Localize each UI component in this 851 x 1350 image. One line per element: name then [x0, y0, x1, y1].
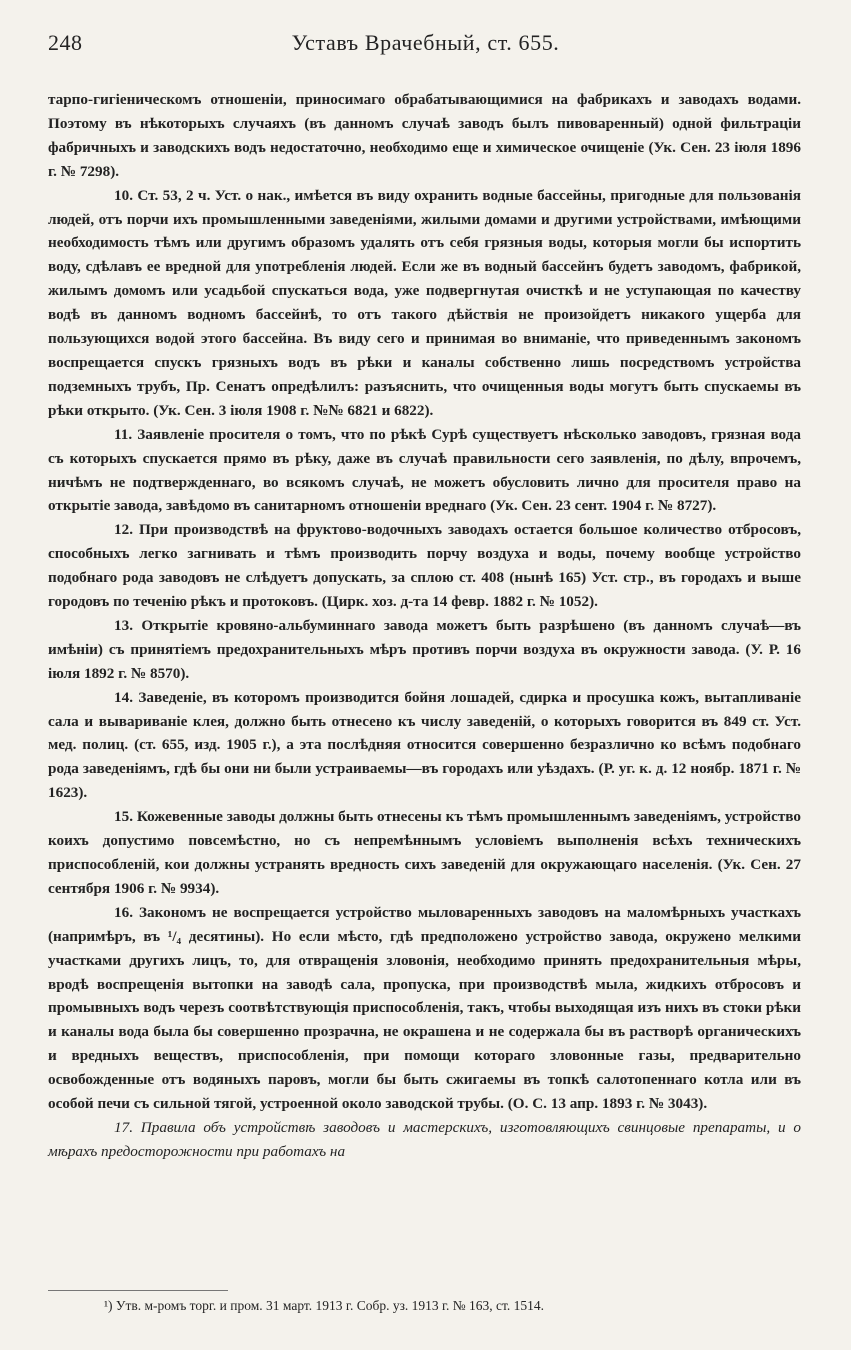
paragraph-15: 15. Кожевенные заводы должны быть отнесены къ тѣмъ промышленнымъ заведеніямъ, устройство коихъ допустимо повсемѣстно, но съ непремѣннымъ условіемъ выполненія всѣхъ техническихъ приспособленій, кои должны устранять вредность сихъ заведеній для окружающаго населенія. (Ук. Сен. 27 сентября 1906 г. № 9934).	[48, 808, 801, 897]
page-number: 248	[48, 30, 83, 55]
paragraph-16: 16. Закономъ не воспрещается устройство мыловаренныхъ заводовъ на маломѣрныхъ участкахъ (напримѣръ, въ ¹/₄ десятины). Но если мѣсто, гдѣ предположено устройство завода, окружено мелкими участками другихъ лицъ, то, для отвращенія зловонія, необходимо принять предохранительныя мѣры, вродѣ воспрещенія вытопки на заводѣ сала, пропуска, при производствѣ мыла, жидкихъ отбросовъ и промывныхъ водъ черезъ соотвѣтствующія приспособленія, такъ, чтобы выходящая изъ нихъ въ стоки рѣки и каналы вода была бы совершенно прозрачна, не окрашена и не содержала бы въ растворѣ органическихъ и вредныхъ веществъ, приспособленія, при помощи котораго зловонные газы, предварительно освобожденные отъ водяныхъ паровъ, могли бы быть сжигаемы въ топкѣ салотопеннаго котла или въ особой печи съ сильной тягой, устроенной около заводской трубы. (О. С. 13 апр. 1893 г. № 3043).	[48, 903, 801, 1113]
paragraph-continuation: тарпо-гигіеническомъ отношеніи, приносимаго обрабатывающимися на фабрикахъ и заводахъ водами. Поэтому въ нѣкоторыхъ случаяхъ (въ данномъ случаѣ заводъ былъ пивоваренный) одной фильтраціи фабричныхъ и заводскихъ водъ недостаточно, необходимо еще и химическое очищеніе (Ук. Сен. 23 іюля 1896 г. № 7298).	[48, 91, 801, 180]
paragraph-17: 17. Правила объ устройствѣ заводовъ и мастерскихъ, изготовляющихъ свинцовые препараты, и о мѣрахъ предосторожности при работахъ на	[48, 1118, 801, 1160]
document-body	[48, 88, 801, 1164]
page-header	[48, 30, 803, 64]
paragraph-11: 11. Заявленіе просителя о томъ, что по рѣкѣ Сурѣ существуетъ нѣсколько заводовъ, грязная вода съ которыхъ спускается прямо въ рѣку, даже въ случаѣ правильности сего заявленія, по дѣлу, впрочемъ, ничѣмъ не подтвержденнаго, во всякомъ случаѣ, не можетъ обусловить лично для просителя право на открытіе завода, завѣдомо въ санитарномъ отношеніи вреднаго (Ук. Сен. 23 сент. 1904 г. № 8727).	[48, 425, 801, 515]
paragraph-10: 10. Ст. 53, 2 ч. Уст. о нак., имѣется въ виду охранить водные бассейны, пригодные для пользованія людей, отъ порчи ихъ промышленными заведеніями, жилыми домами и другими устройствами, имѣющими необходимость тѣмъ или другимъ образомъ удалять отъ себя грязныя воды, которыя могли бы испортить воду, сдѣлавъ ее вредной для употребленія людей. Если же въ водный бассейнъ будетъ заводомъ, фабрикой, жилымъ домомъ или усадьбой спускаться вода, уже подвергнутая очисткѣ и не уступающая по качеству водѣ въ данномъ водномъ бассейнѣ, то отъ такого дѣйствія не произойдетъ никакого ущерба для пользующихся водой этого бассейна. Въ виду сего и принимая во вниманіе, что приведеннымъ закономъ воспрещается спускъ грязныхъ водъ въ рѣки и каналы собственно лишь посредствомъ устройства подземныхъ трубъ, Пр. Сенатъ опредѣлилъ: разъяснить, что очищенныя воды могутъ быть спускаемы въ рѣки открыто. (Ук. Сен. 3 іюля 1908 г. №№ 6821 и 6822).	[48, 186, 801, 419]
paragraph-13: 13. Открытіе кровяно-альбуминнаго завода можетъ быть разрѣшено (въ данномъ случаѣ—въ имѣніи) съ принятіемъ предохранительныхъ мѣръ противъ порчи воздуха въ окружности завода. (У. Р. 16 іюля 1892 г. № 8570).	[48, 616, 801, 682]
paragraph-12: 12. При производствѣ на фруктово-водочныхъ заводахъ остается большое количество отбросовъ, способныхъ легко загнивать и тѣмъ производить порчу воздуха и воды, почему вообще устройство подобнаго рода заводовъ не слѣдуетъ допускать, за сплою ст. 408 (нынѣ 165) Уст. стр., въ городахъ и выше городовъ по теченію рѣкъ и протоковъ. (Цирк. хоз. д-та 14 февр. 1882 г. № 1052).	[48, 521, 801, 611]
paragraph-14: 14. Заведеніе, въ которомъ производится бойня лошадей, сдирка и просушка кожъ, вытапливаніе сала и вывариваніе клея, должно быть отнесено къ числу заведеній, о которыхъ говорится въ 849 ст. Уст. мед. полиц. (ст. 655, изд. 1905 г.), а эта послѣдняя относится совершенно безразлично ко всѣмъ подобнаго рода заведеніямъ, гдѣ бы они ни были устраиваемы—въ городахъ или уѣздахъ. (Р. уг. к. д. 12 ноябр. 1871 г. № 1623).	[48, 688, 801, 802]
running-title: Уставъ Врачебный, ст. 655.	[291, 30, 560, 55]
footnote: ¹) Утв. м-ромъ торг. и пром. 31 март. 1913 г. Собр. уз. 1913 г. № 163, ст. 1514.	[104, 1298, 545, 1313]
footnote-divider	[48, 1290, 228, 1291]
